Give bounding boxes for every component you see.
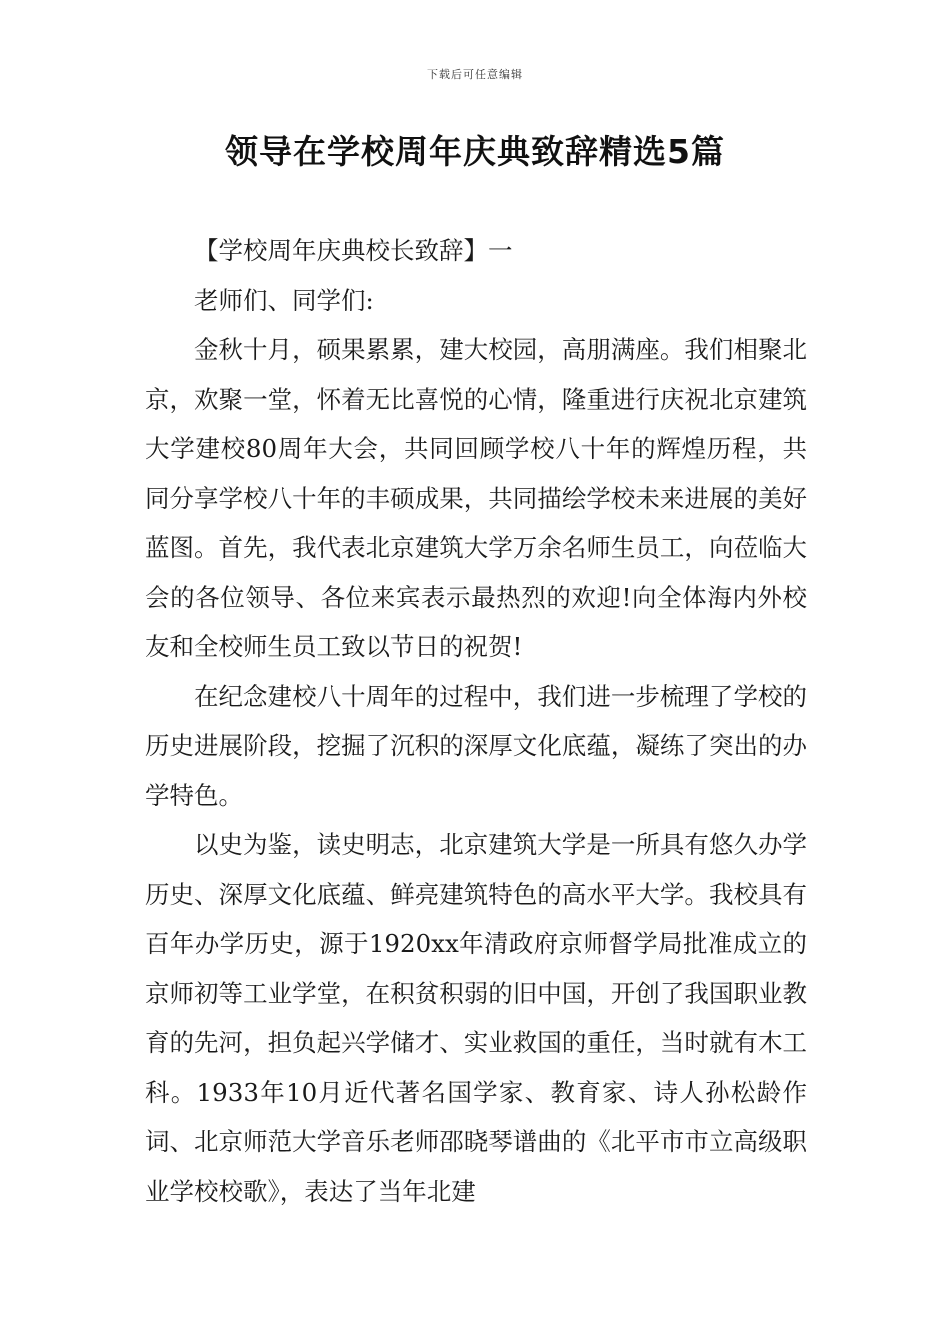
header-note: 下载后可任意编辑 — [427, 68, 523, 81]
document-body — [145, 226, 807, 1216]
paragraph-2: 在纪念建校八十周年的过程中，我们进一步梳理了学校的历史进展阶段，挖掘了沉积的深厚文化底蕴，凝练了突出的办学特色。 — [145, 681, 807, 810]
document-title: 领导在学校周年庆典致辞精选5篇 — [225, 132, 725, 171]
section-heading: 【学校周年庆典校长致辞】一 — [194, 236, 513, 265]
greeting: 老师们、同学们: — [194, 285, 374, 315]
paragraph-3: 以史为鉴，读史明志，北京建筑大学是一所具有悠久办学历史、深厚文化底蕴、鲜亮建筑特色的高水平大学。我校具有百年办学历史，源于1920xx年清政府京师督学局批准成立的京师初等工业学堂，在积贫积弱的旧中国，开创了我国职业教育的先河，担负起兴学储才、实业救国的重任，当时就有木工科。1933年10月近代著名国学家、教育家、诗人孙松龄作词、北京师范大学音乐老师邵晓琴谱曲的《北平市市立高级职业学校校歌》，表达了当年北建 — [145, 830, 807, 1206]
paragraph-1: 金秋十月，硕果累累，建大校园，高朋满座。我们相聚北京，欢聚一堂，怀着无比喜悦的心情，隆重进行庆祝北京建筑大学建校80周年大会，共同回顾学校八十年的辉煌历程，共同分享学校八十年的丰硕成果，共同描绘学校未来进展的美好蓝图。首先，我代表北京建筑大学万余名师生员工，向莅临大会的各位领导、各位来宾表示最热烈的欢迎!向全体海内外校友和全校师生员工致以节日的祝贺! — [145, 335, 807, 661]
